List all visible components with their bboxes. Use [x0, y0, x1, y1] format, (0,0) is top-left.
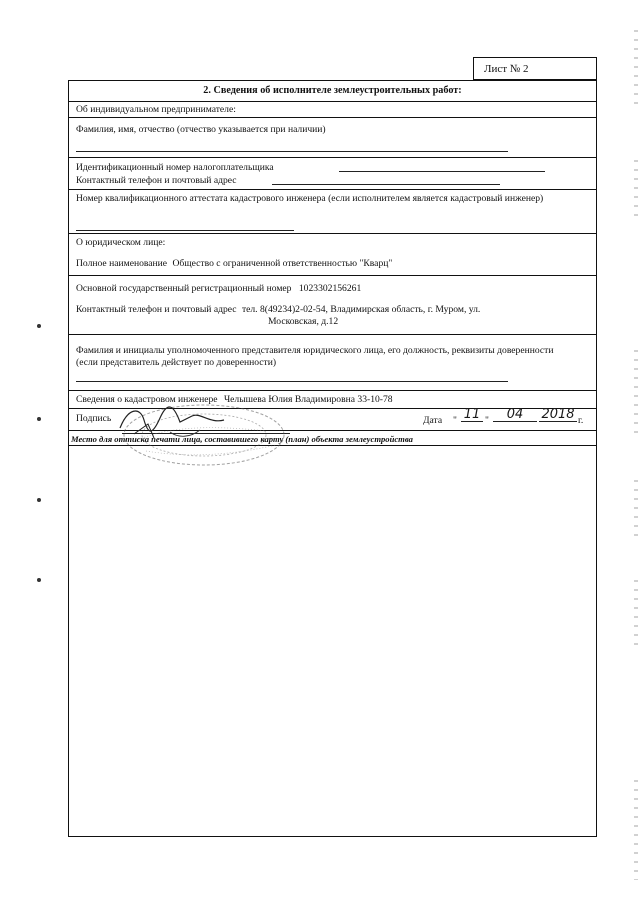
sheet-number-label: Лист № 2 [484, 62, 529, 75]
fio-row [69, 118, 596, 158]
ogrn-label: Основной государственный регистрационный номер [76, 283, 292, 294]
margin-mark [37, 324, 41, 328]
scan-noise [634, 480, 638, 540]
date-label: Дата [423, 415, 443, 426]
inn-blank-line [339, 161, 545, 172]
representative-row [69, 335, 596, 391]
sheet-number [473, 57, 597, 80]
inn-contact-row [69, 158, 596, 190]
stamp-place-caption: Место для оттиска печати лица, составившего карту (план) объекта землеустройства [71, 434, 413, 444]
stamp-area [69, 446, 596, 836]
date-year: 2018 [539, 409, 577, 422]
engineer-label: Сведения о кадастровом инженере [76, 394, 218, 405]
legal-entity-row [69, 234, 596, 276]
cert-row [69, 190, 596, 234]
margin-mark [37, 498, 41, 502]
scan-noise [634, 780, 638, 880]
scan-noise [634, 580, 638, 650]
engineer-value: Челышева Юлия Владимировна 33-10-78 [223, 394, 393, 405]
rep-blank-line [76, 381, 508, 382]
ogrn-value: 1023302156261 [298, 283, 362, 294]
signature-label: Подпись [76, 413, 112, 424]
section-title-text: 2. Сведения об исполнителе землеустроительных работ: [203, 85, 462, 96]
scan-noise [634, 30, 638, 110]
date-month: 04 [493, 409, 537, 422]
signature-date-row: Подпись Дата " 11 " 04 2018 г. [69, 409, 596, 431]
fullname-value: Общество с ограниченной ответственностью "Кварц" [172, 258, 393, 269]
fio-blank-line [76, 151, 508, 152]
contact-label-le: Контактный телефон и почтовый адрес [76, 304, 237, 315]
contact-value-line2: Московская, д.12 [268, 316, 339, 327]
inn-label: Идентификационный номер налогоплательщика [76, 162, 274, 173]
fullname-label: Полное наименование [76, 258, 168, 269]
scan-noise [634, 160, 638, 220]
date-day: 11 [461, 409, 483, 422]
signature-scribble [100, 398, 240, 448]
cert-label: Номер квалификационного аттестата кадастрового инженера (если исполнителем является кадастровый инженер) [76, 193, 544, 204]
rep-label: Фамилия и инициалы уполномоченного представителя юридического лица, его должность, реквизиты доверенности (если представитель действует по доверенности) [76, 345, 554, 368]
contact-value-line1: тел. 8(49234)2-02-54, Владимирская область, г. Муром, ул. [241, 304, 481, 315]
margin-mark [37, 417, 41, 421]
legal-header: О юридическом лице: [76, 237, 166, 248]
ogrn-contact-row [69, 276, 596, 335]
individual-header: Об индивидуальном предпринимателе: [76, 104, 236, 115]
fio-label: Фамилия, имя, отчество (отчество указывается при наличии) [76, 124, 326, 135]
margin-mark [37, 578, 41, 582]
individual-header-row [69, 102, 596, 118]
date-suffix: г. [578, 415, 584, 426]
section-title [69, 81, 596, 102]
scan-noise [634, 350, 638, 440]
contact-label-ip: Контактный телефон и почтовый адрес [76, 175, 237, 186]
cert-blank-line [76, 230, 294, 231]
contact-blank-line-ip [272, 174, 500, 185]
